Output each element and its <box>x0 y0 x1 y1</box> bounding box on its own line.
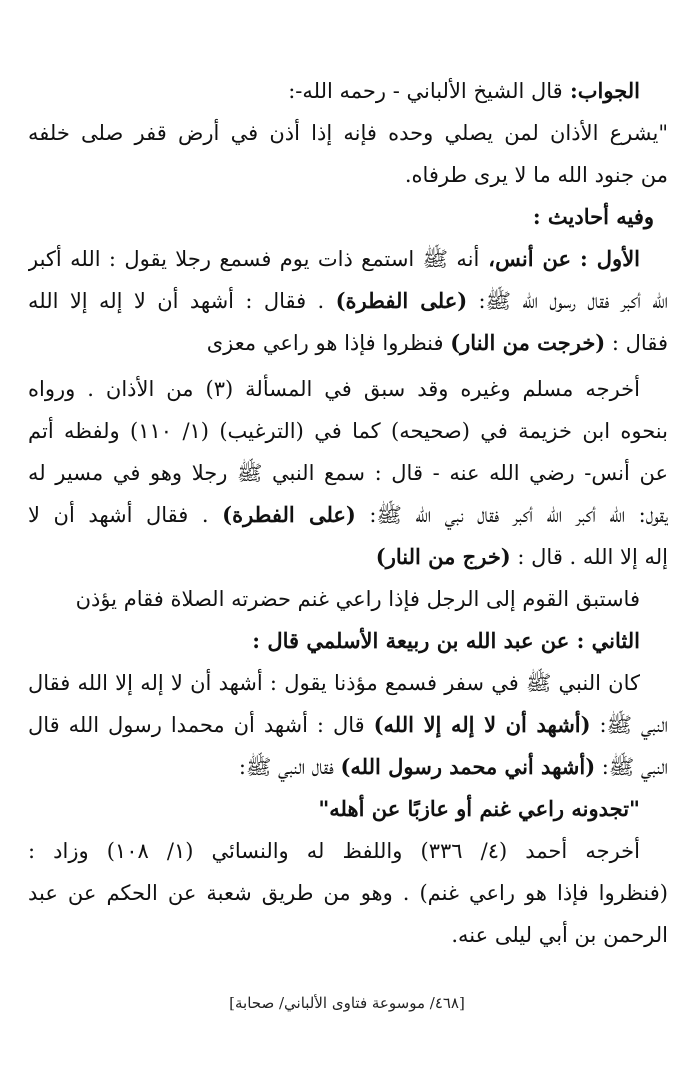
text-segment: عن أنس- رضي الله عنه - قال : سمع النبي ﷺ رجلا وهو في مسير له <box>28 461 668 485</box>
hadith-title: الأول : عن أنس، <box>479 246 641 271</box>
text-segment: أخرجه أحمد (٤/ ٣٣٦) واللفظ له والنسائي (١/ ١٠٨) وزاد : <box>28 839 640 863</box>
answer-label: الجواب: <box>562 78 640 103</box>
text-line <box>28 578 668 620</box>
text-segment: أنه ﷺ استمع ذات يوم فسمع رجلا يقول : الله أكبر <box>28 247 480 271</box>
text-segment: فقال النبي ﷺ: <box>238 755 341 779</box>
text-segment: (فنظروا فإذا هو راعي غنم) . وهو من طريق شعبة عن الحكم عن عبد <box>28 881 668 905</box>
text-line <box>28 746 668 788</box>
text-segment-bold: (على الفطرة) <box>222 502 356 527</box>
text-line <box>28 280 668 322</box>
text-segment-bold: (أشهد أن لا إله إلا الله) <box>373 712 591 737</box>
text-segment-bold: (خرج من النار) <box>375 544 511 569</box>
section-heading <box>28 196 668 238</box>
text-line <box>28 536 668 578</box>
text-segment: وفيه أحاديث : <box>532 204 654 229</box>
text-line <box>28 704 668 746</box>
text-line <box>28 238 668 280</box>
hadith-title-line <box>28 620 668 662</box>
text-segment-bold: (أشهد أني محمد رسول الله) <box>340 754 596 779</box>
text-segment: "يشرع الأذان لمن يصلي وحده فإنه إذا أذن في أرض قفر صلى خلفه <box>28 121 668 145</box>
text-line <box>28 662 668 704</box>
text-segment: الله أكبر فقال رسول الله ﷺ: <box>467 289 668 313</box>
answer-attribution: قال الشيخ الألباني - رحمه الله-: <box>288 79 563 103</box>
text-segment: يقول: الله أكبر الله أكبر فقال نبي الله ﷺ: <box>355 503 668 527</box>
text-segment: النبي ﷺ: <box>595 755 668 779</box>
text-line <box>28 322 668 364</box>
text-segment: . فقال : أشهد أن لا إله إلا الله <box>28 289 336 313</box>
text-line <box>28 154 668 196</box>
text-segment: الرحمن بن أبي ليلى عنه. <box>451 923 668 947</box>
text-line <box>28 872 668 914</box>
text-segment-bold: (خرجت من النار) <box>450 330 606 355</box>
text-segment: كان النبي ﷺ في سفر فسمع مؤذنا يقول : أشهد أن لا إله إلا الله فقال <box>28 671 640 695</box>
text-segment: بنحوه ابن خزيمة في (صحيحه) كما في (الترغيب) (١/ ١١٠) ولفظه أتم <box>28 419 668 443</box>
text-segment: فقال : <box>605 331 668 355</box>
text-segment: فنظروا فإذا هو راعي معزى <box>206 331 451 355</box>
page-body <box>28 70 668 956</box>
text-segment: من جنود الله ما لا يرى طرفاه. <box>404 163 668 187</box>
hadith-title: الثاني : عن عبد الله بن ربيعة الأسلمي قال : <box>252 628 640 653</box>
text-line <box>28 112 668 154</box>
answer-heading-line <box>28 70 668 112</box>
text-segment-bold: (على الفطرة) <box>335 288 468 313</box>
text-segment-bold: "تجدونه راعي غنم أو عازبًا عن أهله" <box>318 796 640 821</box>
text-line <box>28 914 668 956</box>
text-line <box>28 410 668 452</box>
text-line <box>28 830 668 872</box>
page-footer: [٤٦٨/ موسوعة فتاوى الألباني/ صحابة] <box>229 994 465 1012</box>
text-line <box>28 494 668 536</box>
text-segment: فاستبق القوم إلى الرجل فإذا راعي غنم حضرته الصلاة فقام يؤذن <box>75 587 640 611</box>
text-segment: إله إلا الله . قال : <box>510 545 668 569</box>
text-line <box>28 452 668 494</box>
text-segment: النبي ﷺ: <box>590 713 668 737</box>
text-line <box>28 368 668 410</box>
text-segment: قال : أشهد أن محمدا رسول الله قال <box>28 713 374 737</box>
text-segment: . فقال أشهد أن لا <box>28 503 223 527</box>
quote-line <box>28 788 668 830</box>
text-segment: أخرجه مسلم وغيره وقد سبق في المسألة (٣) من الأذان . ورواه <box>28 377 640 401</box>
